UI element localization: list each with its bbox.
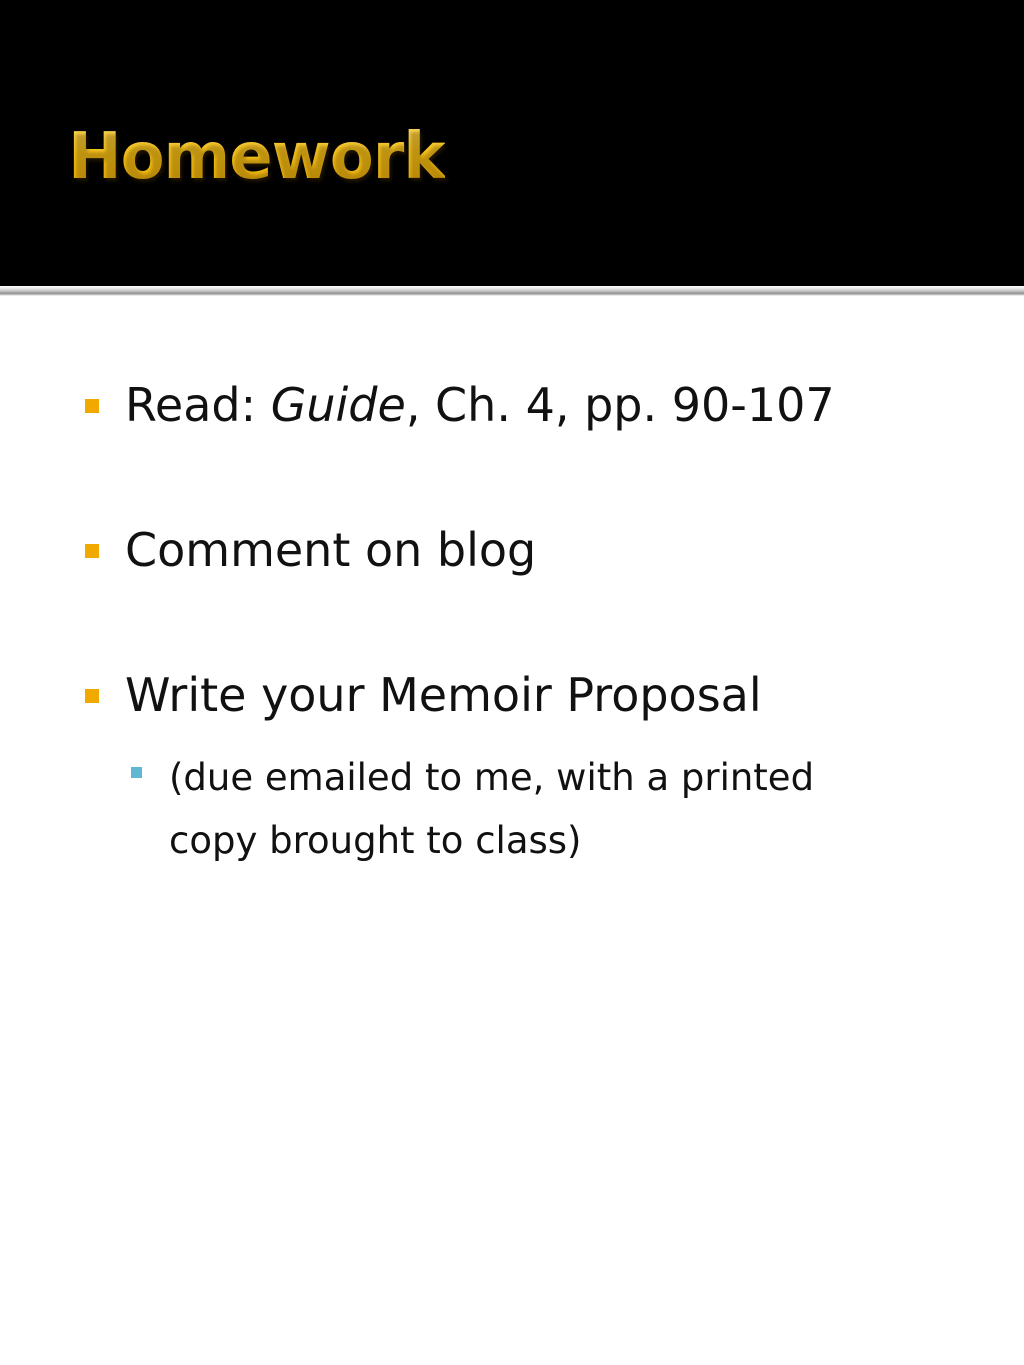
slide-title: Homework bbox=[68, 112, 445, 202]
bullet-marker-icon bbox=[85, 544, 99, 558]
read-details: , Ch. 4, pp. 90-107 bbox=[405, 378, 835, 432]
guide-title: Guide bbox=[270, 378, 406, 432]
sub-bullet-line-1: (due emailed to me, with a printed bbox=[169, 756, 815, 799]
bullet-text: Comment on blog bbox=[125, 523, 537, 577]
read-label: Read: bbox=[125, 378, 257, 432]
bullet-marker-icon bbox=[85, 689, 99, 703]
sub-bullet-text bbox=[169, 746, 969, 872]
sub-bullet-marker-icon bbox=[131, 767, 142, 778]
bullet-text: Write your Memoir Proposal bbox=[125, 668, 762, 722]
sub-bullet-line-2: copy brought to class) bbox=[169, 819, 582, 862]
title-bar bbox=[0, 0, 1024, 286]
bullet-text bbox=[125, 377, 835, 433]
bullet-marker-icon bbox=[85, 399, 99, 413]
title-divider bbox=[0, 286, 1024, 296]
